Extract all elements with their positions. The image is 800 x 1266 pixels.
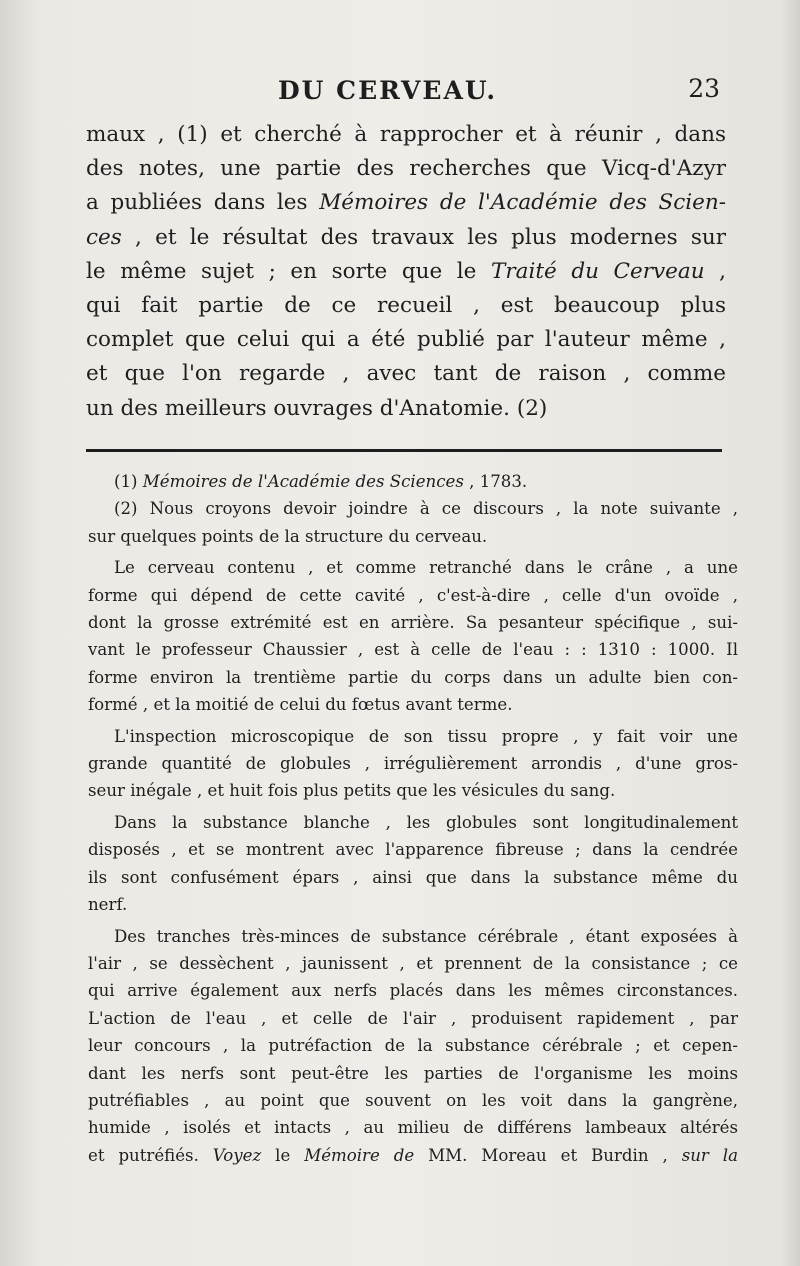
note-paragraph-line: Dans la substance blanche , les globules sont longitudinalement <box>114 812 738 832</box>
note-paragraph-line: l'air , se dessèchent , jaunissent , et prennent de la consistance ; ce <box>88 953 738 973</box>
note-paragraph-line: vant le professeur Chaussier , est à celle de l'eau : : 1310 : 1000. Il <box>88 640 738 660</box>
note-paragraph-line: nerf. <box>88 895 128 915</box>
note-paragraph-line: qui arrive également aux nerfs placés dans les mêmes circonstances. <box>88 981 738 1001</box>
text-line <box>86 186 726 220</box>
text-run: et putréfiés. <box>88 1145 213 1165</box>
note-paragraph-line: humide , isolés et intacts , au milieu de différens lambeaux altérés <box>88 1118 738 1138</box>
note-paragraph-line: putréfiables , au point que souvent on les voit dans la gangrène, <box>88 1090 738 1110</box>
text-run: , 1783. <box>463 472 528 491</box>
footnote-rule <box>86 449 722 452</box>
note-paragraph-line: disposés , et se montrent avec l'apparence fibreuse ; dans la cendrée <box>88 840 738 860</box>
running-title: DU CERVEAU. <box>278 76 498 105</box>
note-paragraph-line: grande quantité de globules , irrégulièrement arrondis , d'une gros- <box>88 754 738 774</box>
text-run: le même sujet ; en sorte que le <box>86 258 492 284</box>
note-paragraph-line: L'inspection microscopique de son tissu propre , y fait voir une <box>114 726 738 746</box>
footnote-2-line: sur quelques points de la structure du cerveau. <box>88 526 488 546</box>
text-line <box>86 221 726 255</box>
note-paragraph-line: seur inégale , et huit fois plus petits que les vésicules du sang. <box>88 781 616 801</box>
text-line: un des meilleurs ouvrages d'Anatomie. (2) <box>86 395 548 421</box>
text-run: a publiées dans les <box>86 190 320 216</box>
italic-title: Mémoires de l'Académie des Sciences <box>142 472 464 491</box>
italic-word: sur la <box>681 1145 738 1165</box>
italic-word: Voyez <box>212 1145 262 1165</box>
footnotes <box>88 468 738 1169</box>
note-paragraph-line: dont la grosse extrémité est en arrière. Sa pesanteur spécifique , sui- <box>88 613 738 633</box>
footnote-2-line: (2) Nous croyons devoir joindre à ce discours , la note suivante , <box>114 499 738 519</box>
italic-title: ces <box>86 224 122 250</box>
main-text <box>86 118 726 426</box>
text-run: , <box>704 258 726 284</box>
note-paragraph-line: forme qui dépend de cette cavité , c'est-à-dire , celle d'un ovoïde , <box>88 585 738 605</box>
text-run: (1) <box>114 472 143 491</box>
note-paragraph-line: L'action de l'eau , et celle de l'air , produisent rapidement , par <box>88 1008 738 1028</box>
italic-title: Mémoires de l'Académie des Scien- <box>319 190 726 216</box>
note-paragraph-line: leur concours , la putréfaction de la substance cérébrale ; et cepen- <box>88 1036 738 1056</box>
note-paragraph-line: Le cerveau contenu , et comme retranché dans le crâne , a une <box>114 558 738 578</box>
text-run: le <box>261 1145 305 1165</box>
text-line <box>86 255 726 289</box>
page-number: 23 <box>688 74 720 103</box>
text-run: , et le résultat des travaux les plus modernes sur <box>121 224 726 250</box>
page-header <box>86 70 726 110</box>
text-line: des notes, une partie des recherches que Vicq-d'Azyr <box>86 156 726 182</box>
note-paragraph-line: Des tranches très-minces de substance cérébrale , étant exposées à <box>114 926 738 946</box>
text-line: maux , (1) et cherché à rapprocher et à réunir , dans <box>86 122 726 147</box>
note-paragraph-line: formé , et la moitié de celui du fœtus avant terme. <box>88 695 513 715</box>
note-paragraph-line: dant les nerfs sont peut-être les parties de l'organisme les moins <box>88 1063 738 1083</box>
note-paragraph-line: ils sont confusément épars , ainsi que dans la substance même du <box>88 867 738 887</box>
footnote-1 <box>88 468 738 495</box>
text-line: et que l'on regarde , avec tant de raison , comme <box>86 361 726 387</box>
italic-title: Traité du Cerveau <box>491 258 705 284</box>
note-paragraph-line: forme environ la trentième partie du corps dans un adulte bien con- <box>88 667 738 687</box>
note-paragraph-line <box>88 1142 738 1169</box>
text-run: MM. Moreau et Burdin , <box>414 1145 682 1165</box>
text-line: qui fait partie de ce recueil , est beaucoup plus <box>86 293 726 319</box>
italic-word: Mémoire de <box>304 1145 415 1165</box>
text-line: complet que celui qui a été publié par l'auteur même , <box>86 327 726 353</box>
